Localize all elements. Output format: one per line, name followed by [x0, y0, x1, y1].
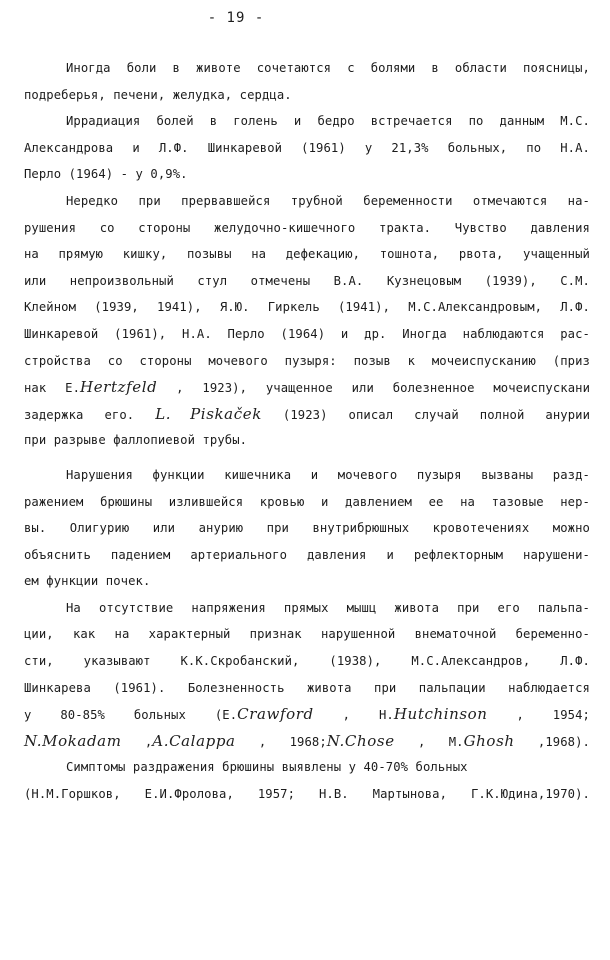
text-line: на прямую кишку, позывы на дефекацию, тошнота, рвота, учащенный — [24, 247, 590, 262]
text-line: Нарушения функции кишечника и мочевого пузыря вызваны разд- — [66, 467, 590, 482]
text-line: Иррадиация болей в голень и бедро встречается по данным М.С. — [66, 114, 590, 129]
handwritten-name: Hertzfeld — [80, 378, 158, 397]
text-line: (Н.М.Горшков, Е.И.Фролова, 1957; Н.В. Мартынова, Г.К.Юдина,1970). — [24, 787, 590, 802]
typed-text: нак Е. — [24, 381, 81, 396]
text-line: Александрова и Л.Ф. Шинкаревой (1961) у 21,3% больных, по Н.А. — [24, 140, 590, 155]
text-line: Шинкаревой (1961), Н.А. Перло (1964) и др. Иногда наблюдаются рас- — [24, 326, 590, 341]
typed-text: ,1968). — [514, 734, 590, 749]
text-line: Шинкарева (1961). Болезненность живота при пальпации наблюдается — [24, 680, 590, 695]
text-line: объяснить падением артериального давления и рефлекторным нарушени- — [24, 547, 590, 562]
text-line: Симптомы раздражения брюшины выявлены у 40-70% больных — [66, 760, 468, 775]
typed-text: , — [121, 734, 153, 749]
page-number: - 19 - — [207, 10, 265, 26]
text-line — [24, 374, 590, 401]
text-line: подреберья, печени, желудка, сердца. — [24, 87, 292, 102]
handwritten-name: Crawford — [237, 705, 314, 724]
text-line: вы. Олигурию или анурию при внутрибрюшных кровотечениях можно — [24, 521, 590, 536]
typed-text: (1923) описал случай полной анурии — [261, 407, 591, 422]
paragraph-gap — [24, 454, 590, 462]
text-line: Нередко при прервавшейся трубной беременности отмечаются на- — [66, 193, 590, 208]
typed-text: , 1968; — [235, 734, 327, 749]
typed-text: , М. — [394, 734, 464, 749]
handwritten-name: N.Chose — [326, 731, 395, 750]
text-line: ем функции почек. — [24, 574, 151, 589]
text-line — [24, 401, 590, 428]
handwritten-name: A.Calappa — [152, 731, 236, 750]
text-line: или непроизвольный стул отмечены В.А. Кузнецовым (1939), С.М. — [24, 273, 590, 288]
text-line: рушения со стороны желудочно-кишечного тракта. Чувство давления — [24, 220, 590, 235]
text-line: сти, указывают К.К.Скробанский, (1938), М.С.Александров, Л.Ф. — [24, 654, 590, 669]
text-line: ции, как на характерный признак нарушенной внематочной беременно- — [24, 627, 590, 642]
text-line: стройства со стороны мочевого пузыря: позыв к мочеиспусканию (приз — [24, 353, 590, 368]
typed-text: , 1923), учащенное или болезненное мочеиспускани — [157, 381, 591, 396]
handwritten-name: Hutchinson — [393, 705, 488, 724]
text-line: при разрыве фаллопиевой трубы. — [24, 433, 248, 448]
text-line — [24, 728, 590, 755]
text-line: Иногда боли в животе сочетаются с болями в области поясницы, — [66, 61, 590, 75]
text-line: ражением брюшины излившейся кровью и давлением ее на тазовые нер- — [24, 494, 590, 509]
typed-text: у 80-85% больных (Е. — [24, 708, 238, 723]
typed-text: , 1954; — [487, 708, 590, 723]
handwritten-name: L. Piskaček — [155, 404, 262, 423]
handwritten-name: Ghosh — [463, 731, 515, 750]
text-line: Клейном (1939, 1941), Я.Ю. Гиркель (1941), М.С.Александровым, Л.Ф. — [24, 300, 590, 315]
typed-text: задержка его. — [24, 407, 156, 422]
text-line — [24, 701, 590, 728]
typed-text: , Н. — [313, 708, 394, 723]
body-text — [24, 55, 590, 808]
handwritten-name: N.Mokadam — [24, 731, 122, 750]
text-line: На отсутствие напряжения прямых мышц живота при его пальпа- — [66, 600, 590, 615]
text-line: Перло (1964) - у 0,9%. — [24, 167, 188, 182]
